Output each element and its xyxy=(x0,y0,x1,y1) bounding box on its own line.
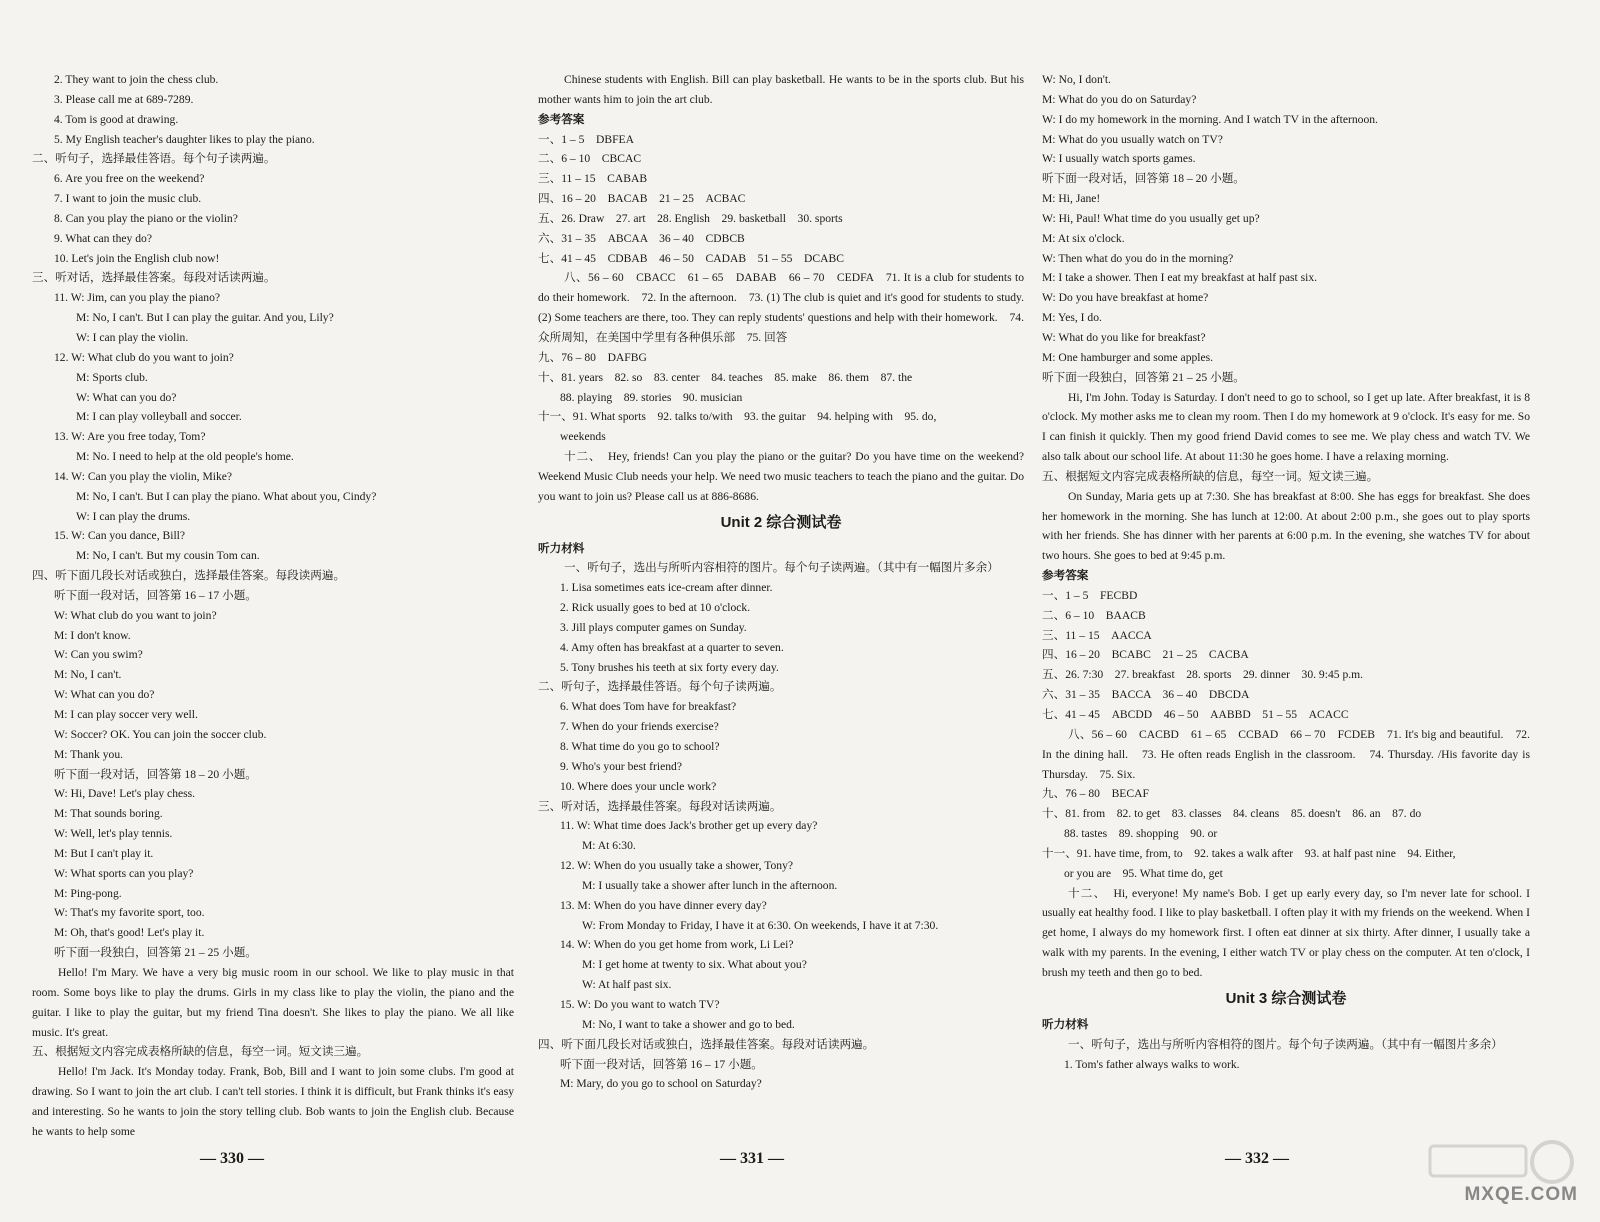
text-line: M: Mary, do you go to school on Saturday? xyxy=(560,1077,762,1091)
text-line: 8. What time do you go to school? xyxy=(560,740,720,753)
text-line: M: At six o'clock. xyxy=(1042,231,1125,245)
text-line: M: But I can't play it. xyxy=(54,846,154,860)
text-line: 一、听句子，选出与所听内容相符的图片。每个句子读两遍。（其中有一幅图片多余） xyxy=(1068,1037,1503,1051)
text-line: M: No, I can't. xyxy=(54,668,122,682)
text-line: W: From Monday to Friday, I have it at 6:30. On weekends, I have it at 7:30. xyxy=(582,918,939,932)
text-line: M: Hi, Jane! xyxy=(1042,192,1101,206)
text-line: 4. Amy often has breakfast at a quarter to seven. xyxy=(560,640,784,654)
text-line: 七、41 – 45 CDBAB 46 – 50 CADAB 51 – 55 DCABC xyxy=(538,251,844,265)
text-line: 听下面一段对话，回答第 16 – 17 小题。 xyxy=(560,1057,763,1071)
text-line: M: I can play volleyball and soccer. xyxy=(76,410,242,424)
text-line: W: Can you swim? xyxy=(54,648,143,662)
section-title: Unit 3 综合测试卷 xyxy=(1225,989,1347,1007)
text-line: W: What sports can you play? xyxy=(54,866,194,880)
text-line: 十、81. years 82. so 83. center 84. teaches 85. make 86. them 87. the xyxy=(538,370,913,384)
text-line: 五、26. 7:30 27. breakfast 28. sports 29. dinner 30. 9:45 p.m. xyxy=(1042,668,1364,682)
text-line: Hello! I'm Mary. We have a very big music room in our school. We like to play music in that room. Some boys like to play the drums. Girls in my class like to play the violin, the piano and the guitar. I like to play the guitar, but my friend Tina doesn't. She likes to play the piano. We all like music. It's great. xyxy=(32,965,514,1039)
text-line: 6. Are you free on the weekend? xyxy=(54,172,205,186)
text-line: M: I take a shower. Then I eat my breakfast at half past six. xyxy=(1042,271,1318,285)
text-line: 三、听对话，选择最佳答案。每段对话读两遍。 xyxy=(32,271,276,285)
text-line: 2. They want to join the chess club. xyxy=(54,73,219,86)
text-line: 四、听下面几段长对话或独白，选择最佳答案。每段读两遍。 xyxy=(32,569,346,583)
text-line: W: I do my homework in the morning. And I watch TV in the afternoon. xyxy=(1042,112,1378,126)
text-line: 七、41 – 45 ABCDD 46 – 50 AABBD 51 – 55 ACACC xyxy=(1042,708,1349,721)
page-number-331: — 331 — xyxy=(720,1150,784,1167)
text-line: 一、1 – 5 FECBD xyxy=(1042,588,1138,602)
text-line: M: Oh, that's good! Let's play it. xyxy=(54,926,205,940)
text-line: Chinese students with English. Bill can play basketball. He wants to be in the sports club. But his mother wants him to join the art club. xyxy=(538,73,1024,106)
watermark-text: MXQE.COM xyxy=(1464,1184,1578,1205)
text-line: M: Yes, I do. xyxy=(1042,311,1102,325)
text-line: 5. Tony brushes his teeth at six forty every day. xyxy=(560,660,779,674)
text-line: 三、11 – 15 CABAB xyxy=(538,172,648,186)
text-line: 五、根据短文内容完成表格所缺的信息，每空一词。短文读三遍。 xyxy=(32,1045,369,1059)
text-line: M: I don't know. xyxy=(54,628,131,642)
text-line: 十一、91. have time, from, to 92. takes a walk after 93. at half past nine 94. Either, xyxy=(1042,846,1456,860)
text-line: 5. My English teacher's daughter likes to play the piano. xyxy=(54,132,315,146)
text-line: 9. What can they do? xyxy=(54,231,152,245)
text-line: 四、16 – 20 BCABC 21 – 25 CACBA xyxy=(1042,648,1249,662)
section-title: Unit 2 综合测试卷 xyxy=(720,513,842,531)
text-line: 五、根据短文内容完成表格所缺的信息，每空一词。短文读三遍。 xyxy=(1042,469,1379,483)
text-line: 四、听下面几段长对话或独白，选择最佳答案。每段对话读两遍。 xyxy=(538,1037,875,1051)
text-line: W: What club do you want to join? xyxy=(54,608,217,622)
text-line: M: No, I can't. But I can play the piano. What about you, Cindy? xyxy=(76,489,377,503)
text-line: 二、6 – 10 CBCAC xyxy=(538,152,642,166)
text-line: 7. I want to join the music club. xyxy=(54,192,202,206)
text-line: 九、76 – 80 BECAF xyxy=(1042,787,1149,801)
text-line: M: I get home at twenty to six. What about you? xyxy=(582,958,807,972)
text-line: M: No, I can't. But I can play the guitar. And you, Lily? xyxy=(76,311,334,325)
text-line: 11. W: What time does Jack's brother get up every day? xyxy=(560,819,818,833)
section-heading: 参考答案 xyxy=(538,112,585,126)
text-line: 6. What does Tom have for breakfast? xyxy=(560,700,737,714)
text-line: 一、1 – 5 DBFEA xyxy=(538,132,634,146)
text-line: 八、56 – 60 CBACC 61 – 65 DABAB 66 – 70 CEDFA 71. It is a club for students to do their homework. 72. In the afternoon. 73. (1) The club is quiet and it's good for students to study. (2) Some teachers are there, too. They can reply students' questions and help with their homework. 74. 众所周知，在美国中学里有各种俱乐部 75. 回答 xyxy=(538,271,1036,344)
text-line: 四、16 – 20 BACAB 21 – 25 ACBAC xyxy=(538,192,746,206)
text-line: W: Then what do you do in the morning? xyxy=(1042,251,1234,265)
text-line: 听下面一段独白，回答第 21 – 25 小题。 xyxy=(54,946,257,960)
text-line: 2. Rick usually goes to bed at 10 o'clock. xyxy=(560,601,751,615)
text-line: M: No, I want to take a shower and go to bed. xyxy=(582,1017,795,1031)
text-line: 10. Let's join the English club now! xyxy=(54,251,220,265)
text-line: On Sunday, Maria gets up at 7:30. She has breakfast at 8:00. She has eggs for breakfast. She does her homework in the morning. She has lunch at 12:00. At about 2:00 p.m., she goes out to play sports with her friends. She has dinner with her parents at 6:00 p.m. In the evening, she watches TV for about two hours. She goes to bed at 9:45 p.m. xyxy=(1042,489,1530,563)
text-line: W: I can play the violin. xyxy=(76,330,189,344)
text-line: 八、56 – 60 CACBD 61 – 65 CCBAD 66 – 70 FCDEB 71. It's big and beautiful. 72. In the dining hall. 73. He often reads English in the classroom. 74. Thursday. /His favorite day is Thursday. 75. Six. xyxy=(1042,727,1530,781)
text-line: Hello! I'm Jack. It's Monday today. Frank, Bob, Bill and I want to join some clubs. I'm good at drawing. So I want to join the art club. I can't tell stories. I think it is difficult, but Frank thinks it's easy and interesting. So he wants to join the story telling club. Bob wants to join the English club. Because he wants to help some xyxy=(32,1065,514,1138)
text-line: 三、听对话，选择最佳答案。每段对话读两遍。 xyxy=(538,799,782,813)
text-line: M: I usually take a shower after lunch in the afternoon. xyxy=(582,878,838,892)
text-line: M: What do you do on Saturday? xyxy=(1042,92,1197,106)
text-line: M: At 6:30. xyxy=(582,839,636,853)
text-line: W: At half past six. xyxy=(582,978,672,992)
text-line: 12. W: When do you usually take a shower, Tony? xyxy=(560,859,794,873)
text-line: 3. Jill plays computer games on Sunday. xyxy=(560,620,747,634)
text-line: W: Do you have breakfast at home? xyxy=(1042,291,1209,305)
text-line: 9. Who's your best friend? xyxy=(560,759,682,773)
text-line: M: No, I can't. But my cousin Tom can. xyxy=(76,549,260,563)
text-line: 十、81. from 82. to get 83. classes 84. cleans 85. doesn't 86. an 87. do xyxy=(1042,807,1422,821)
text-line: M: Sports club. xyxy=(76,370,148,384)
text-line: 1. Lisa sometimes eats ice-cream after dinner. xyxy=(560,581,773,595)
text-line: 听下面一段对话，回答第 18 – 20 小题。 xyxy=(54,767,257,781)
text-line: M: Thank you. xyxy=(54,747,124,761)
text-line: M: One hamburger and some apples. xyxy=(1042,350,1214,364)
text-line: 14. W: When do you get home from work, Li Lei? xyxy=(560,938,794,952)
text-line: 15. W: Can you dance, Bill? xyxy=(54,529,186,543)
column-right xyxy=(1042,70,1530,1074)
text-line: 听下面一段独白，回答第 21 – 25 小题。 xyxy=(1042,370,1245,384)
text-line: 7. When do your friends exercise? xyxy=(560,720,719,734)
text-line: 十二、 Hey, friends! Can you play the piano or the guitar? Do you have time on the weekend? Weekend Music Club needs your help. We need two music teachers to teach the piano and the guitar. Do you want to join us? Please call us at 886-8686. xyxy=(538,450,1024,503)
text-line: Hi, I'm John. Today is Saturday. I don't need to go to school, so I get up late. After breakfast, it is 8 o'clock. My mother asks me to clean my room. Then I do my homework at 9 o'clock. It's easy for me. So I can finish it quickly. Then my good friend David comes to see me. We play chess and watch TV. We also talk about our school life. At about 11:30 he goes home. I have a relaxing morning. xyxy=(1042,390,1530,464)
text-line: 13. M: When do you have dinner every day? xyxy=(560,898,767,912)
text-line: 十一、91. What sports 92. talks to/with 93. the guitar 94. helping with 95. do, xyxy=(538,410,937,424)
text-line: 六、31 – 35 ABCAA 36 – 40 CDBCB xyxy=(538,231,745,245)
text-line: M: That sounds boring. xyxy=(54,807,163,821)
text-line: M: What do you usually watch on TV? xyxy=(1042,132,1223,146)
text-line: W: Soccer? OK. You can join the soccer club. xyxy=(54,727,267,741)
text-line: 88. playing 89. stories 90. musician xyxy=(560,390,743,404)
text-line: W: Hi, Dave! Let's play chess. xyxy=(54,787,196,801)
text-line: 三、11 – 15 AACCA xyxy=(1042,628,1152,642)
text-line: W: What do you like for breakfast? xyxy=(1042,330,1206,344)
text-line: W: What can you do? xyxy=(76,390,177,404)
text-line: 听下面一段对话，回答第 16 – 17 小题。 xyxy=(54,588,257,602)
text-line: 10. Where does your uncle work? xyxy=(560,779,717,793)
text-line: W: What can you do? xyxy=(54,688,155,702)
text-line: M: Ping-pong. xyxy=(54,886,122,900)
text-line: 1. Tom's father always walks to work. xyxy=(1064,1057,1240,1071)
page-number-330: — 330 — xyxy=(200,1150,264,1167)
text-line: 88. tastes 89. shopping 90. or xyxy=(1064,827,1218,841)
text-line: W: Hi, Paul! What time do you usually get up? xyxy=(1042,211,1260,225)
text-line: 十二、 Hi, everyone! My name's Bob. I get up early every day, so I'm never late for school. I usually eat healthy food. I like to play basketball. I often play it with my friends on the weekend. When I get home, I always do my homework first. I often eat dinner at six thirty. After dinner, I usually take a walk with my parents. In the evening, I either watch TV or play chess on the computer. At ten o'clock, I brush my teeth and then go to bed. xyxy=(1042,886,1530,979)
text-line: 4. Tom is good at drawing. xyxy=(54,112,179,126)
text-line: 二、6 – 10 BAACB xyxy=(1042,608,1146,622)
text-line: 二、听句子，选择最佳答语。每个句子读两遍。 xyxy=(32,152,276,166)
text-line: W: No, I don't. xyxy=(1042,73,1111,86)
text-line: W: That's my favorite sport, too. xyxy=(54,906,205,920)
text-line: 13. W: Are you free today, Tom? xyxy=(54,430,206,444)
text-line: W: I can play the drums. xyxy=(76,509,191,523)
text-line: W: Well, let's play tennis. xyxy=(54,827,173,841)
text-line: M: No. I need to help at the old people's home. xyxy=(76,450,294,464)
text-line: M: I can play soccer very well. xyxy=(54,708,198,721)
column-middle xyxy=(538,70,1036,1094)
text-line: 14. W: Can you play the violin, Mike? xyxy=(54,469,233,483)
section-heading: 听力材料 xyxy=(1042,1017,1089,1031)
text-line: 8. Can you play the piano or the violin? xyxy=(54,211,238,225)
section-heading: 参考答案 xyxy=(1042,569,1089,583)
text-line: 六、31 – 35 BACCA 36 – 40 DBCDA xyxy=(1042,688,1250,702)
text-line: 五、26. Draw 27. art 28. English 29. basketball 30. sports xyxy=(538,211,843,225)
text-line: 九、76 – 80 DAFBG xyxy=(538,350,647,364)
text-line: 二、听句子，选择最佳答语。每个句子读两遍。 xyxy=(538,680,782,694)
column-left xyxy=(32,70,514,1142)
text-line: 一、听句子，选出与所听内容相符的图片。每个句子读两遍。（其中有一幅图片多余） xyxy=(564,561,999,575)
text-line: 12. W: What club do you want to join? xyxy=(54,350,234,364)
page-number-332: — 332 — xyxy=(1225,1150,1289,1167)
text-line: 15. W: Do you want to watch TV? xyxy=(560,997,720,1011)
text-line: or you are 95. What time do, get xyxy=(1064,866,1223,880)
text-line: 听下面一段对话，回答第 18 – 20 小题。 xyxy=(1042,172,1245,186)
section-heading: 听力材料 xyxy=(538,541,585,555)
text-line: W: I usually watch sports games. xyxy=(1042,152,1196,166)
text-line: 3. Please call me at 689-7289. xyxy=(54,92,194,106)
text-line: weekends xyxy=(560,430,606,444)
text-line: 11. W: Jim, can you play the piano? xyxy=(54,291,221,305)
